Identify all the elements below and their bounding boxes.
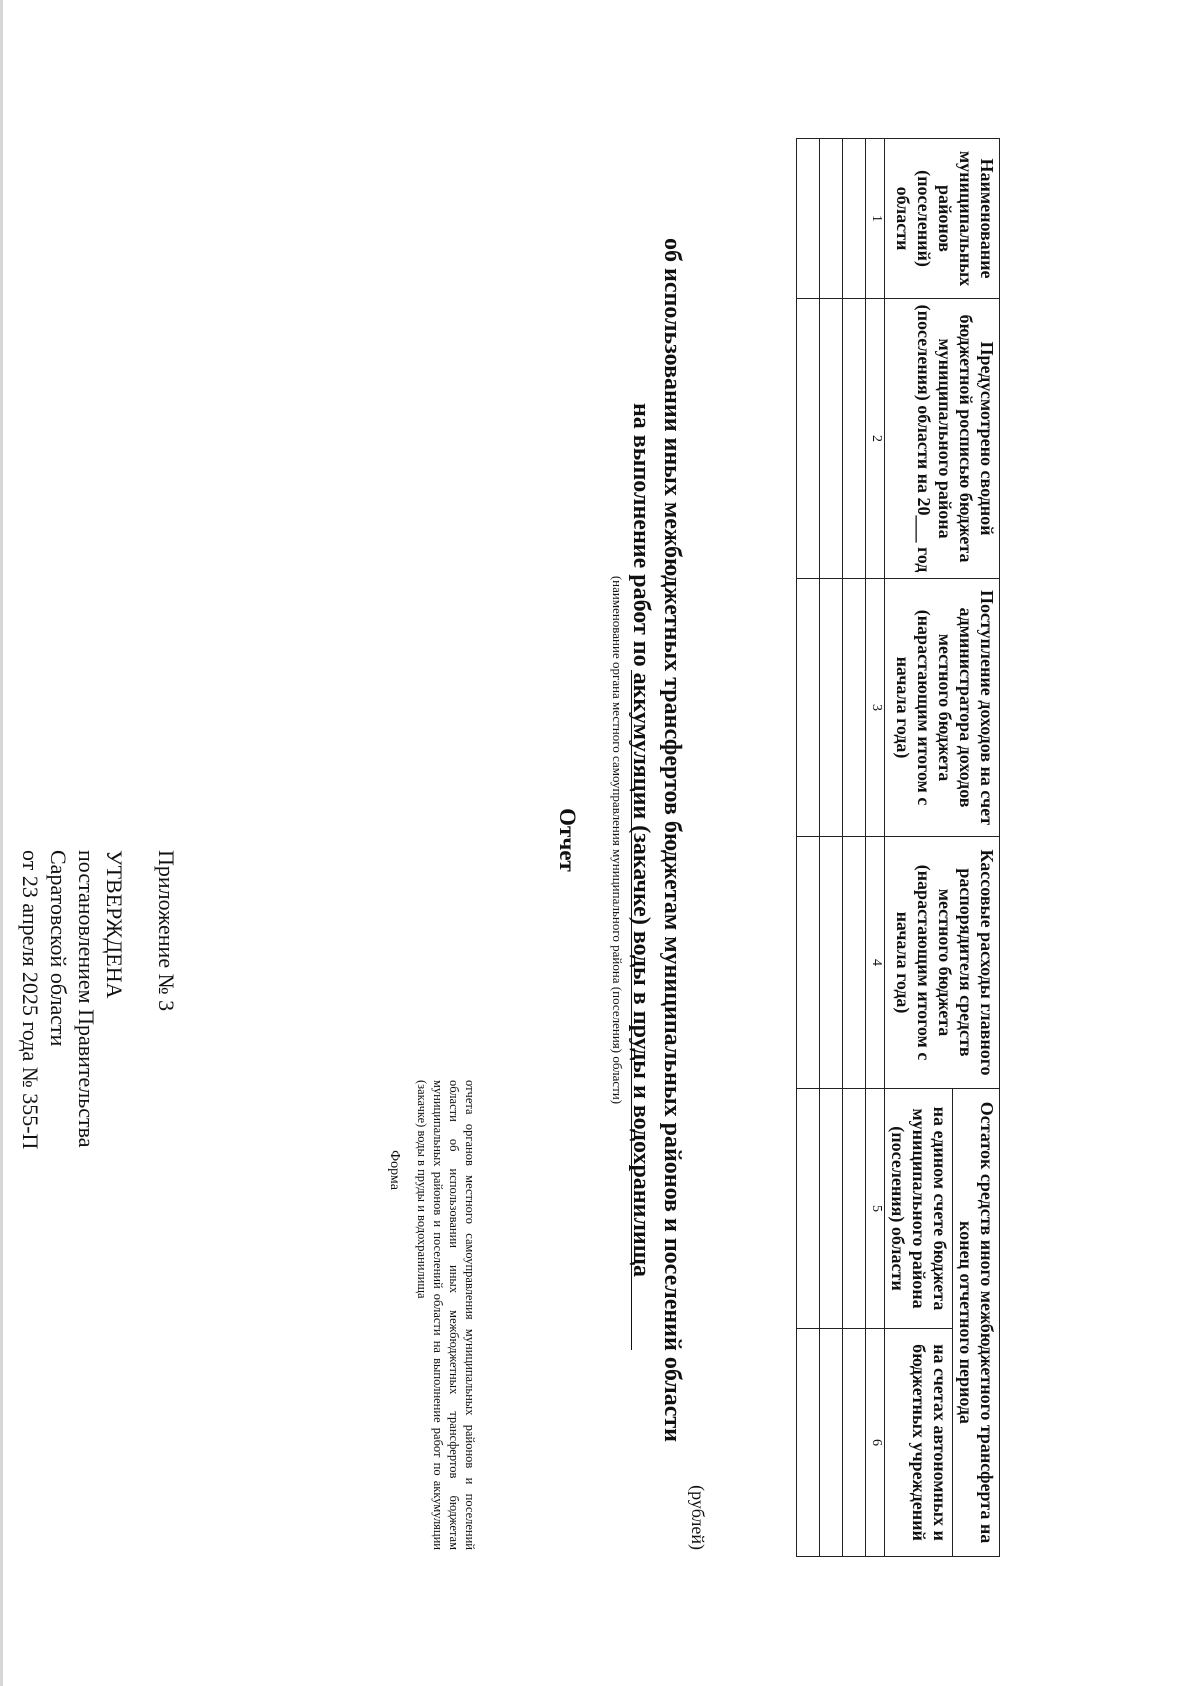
col-header-balance-group: Остаток средств иного межбюджетного трансферта на конец отчетного периода [953, 1089, 1000, 1557]
table-cell [820, 837, 843, 1089]
approved-by: постановлением Правительства [74, 850, 99, 1148]
table-row [797, 139, 820, 1557]
column-number: 2 [866, 299, 885, 579]
form-label: Форма [387, 1150, 402, 1190]
table-cell [797, 579, 820, 837]
approved-date: от 23 апреля 2025 года № 355-П [18, 850, 43, 1150]
col-header-planned: Предусмотрено сводной бюджетной росписью бюджета муниципального района (поселения) области на 20___ год [885, 299, 1000, 579]
column-number: 6 [866, 1329, 885, 1557]
column-number-row [866, 139, 885, 1557]
table-cell [843, 579, 866, 837]
approved-label: УТВЕРЖДЕНА [102, 850, 127, 999]
table-cell [797, 837, 820, 1089]
table-cell [797, 299, 820, 579]
table-cell [820, 139, 843, 299]
org-name-caption: (наименование органа местного самоуправления муниципального района (поселения) области) [610, 575, 625, 1105]
table-cell [843, 1329, 866, 1557]
table-cell [797, 139, 820, 299]
table-cell [843, 299, 866, 579]
table-cell [820, 579, 843, 837]
form-description: отчета органов местного самоуправления муниципальных районов и поселений области об использовании иных межбюджетных трансфертов бюджетам муниципальных районов и поселений области на выполнение работ по аккумуляции (закачке) воды в пруды и водохранилища [415, 1080, 477, 1550]
col-header-name: Наименование муниципальных районов (поселений) области [885, 139, 1000, 299]
report-heading-line2: на выполнение работ по аккумуляции (закачке) воды в пруды и водохранилища [628, 402, 654, 1278]
table-cell [797, 1329, 820, 1557]
column-number: 3 [866, 579, 885, 837]
report-heading [625, 120, 687, 1560]
table-cell [843, 837, 866, 1089]
column-number: 4 [866, 837, 885, 1089]
table-cell [843, 139, 866, 299]
unit-label: (рублей) [688, 1485, 708, 1550]
table-cell [820, 1329, 843, 1557]
column-number: 1 [866, 139, 885, 299]
col-header-single-account: на едином счете бюджета муниципального района (поселения) области [885, 1089, 953, 1329]
table-cell [843, 1089, 866, 1329]
table-cell [820, 299, 843, 579]
table-row [820, 139, 843, 1557]
col-header-receipts: Поступление доходов на счет администратора доходов местного бюджета (нарастающим итогом с начала года) [885, 579, 1000, 837]
table-header-row [953, 139, 1000, 1557]
rotated-document-sheet [18, 90, 1100, 1590]
report-heading-line1: об использовании иных межбюджетных трансфертов бюджетам муниципальных районов и поселений области [659, 238, 685, 1442]
table-cell [797, 1089, 820, 1329]
table-cell [820, 1089, 843, 1329]
col-header-expenses: Кассовые расходы главного распорядителя средств местного бюджета (нарастающим итогом с начала года) [885, 837, 1000, 1089]
report-table [796, 138, 1000, 1557]
appendix-number: Приложение № 3 [154, 850, 179, 1012]
table-row [843, 139, 866, 1557]
page-edge [0, 0, 3, 1686]
col-header-institution-accounts: на счетах автономных и бюджетных учреждений [885, 1329, 953, 1557]
column-number: 5 [866, 1089, 885, 1329]
approved-region: Саратовской области [46, 850, 71, 1047]
report-title: Отчет [555, 808, 580, 872]
appendix-block [16, 850, 180, 1550]
